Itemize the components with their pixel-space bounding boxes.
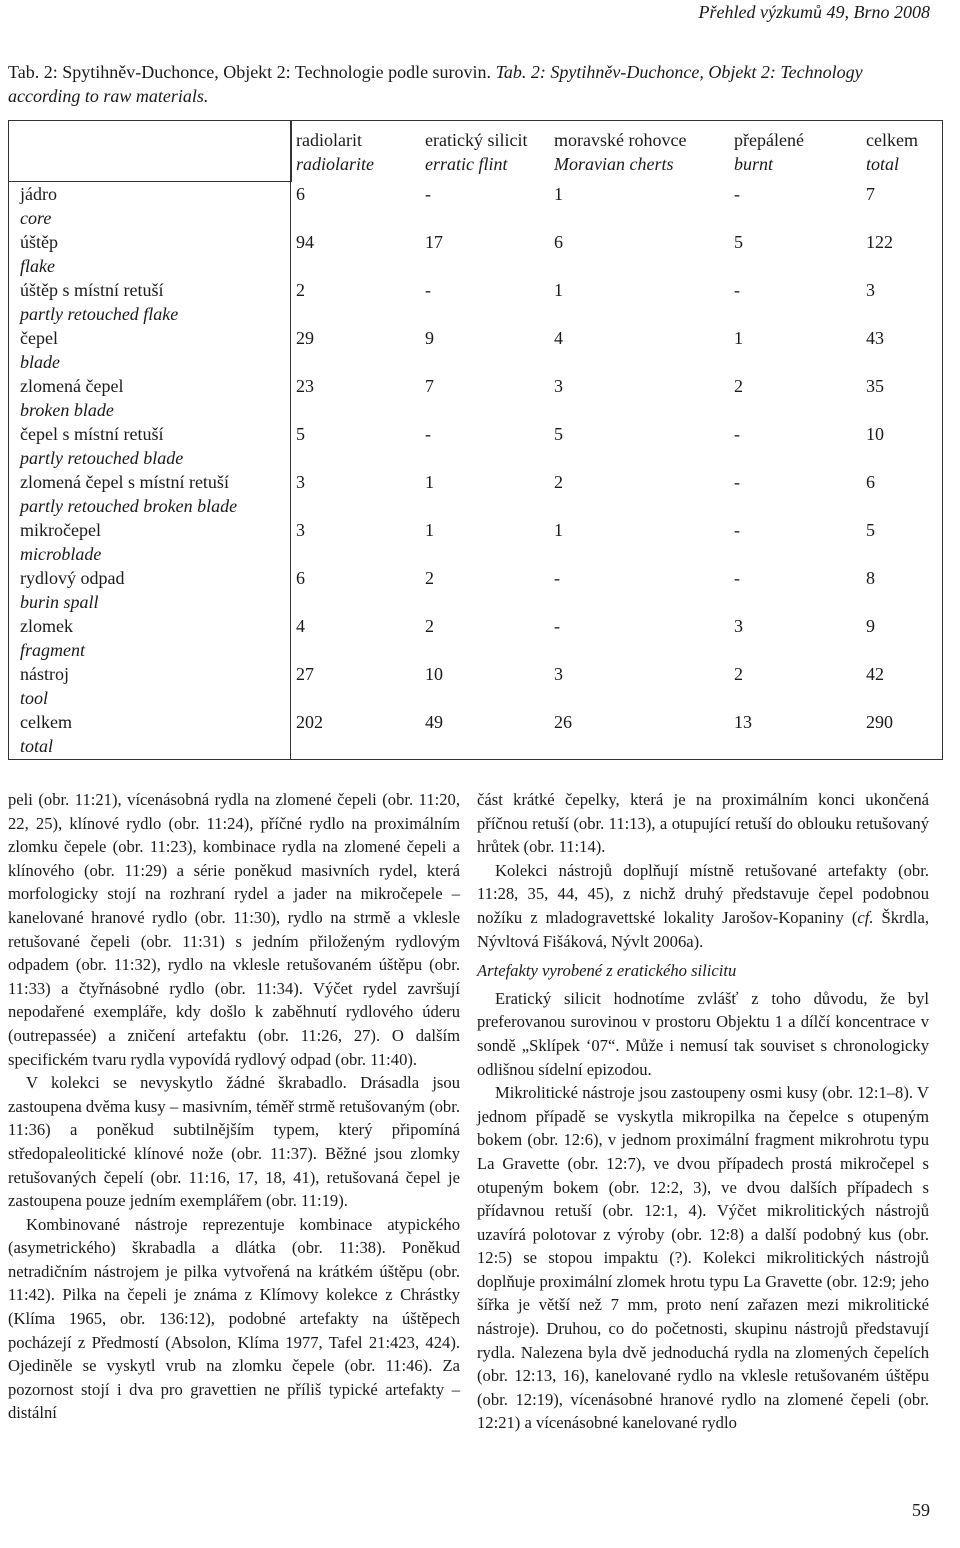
table-cell: 6 [296,184,305,204]
table-cell: 2 [425,568,434,588]
column-header-cz: přepálené [734,130,804,150]
table-cell: 7 [425,376,434,396]
column-header [734,128,804,176]
paragraph: Eratický silicit hodnotíme zvlášť z toho důvodu, že byl preferovanou surovinou v prostoru Objektu 1 a dílčí koncentrace v sondě „Sklípek ‘07“. Může i nemusí tak souviset s chronologicky odlišnou sídelní epizodou. [477,988,929,1079]
table-cell: 27 [296,664,314,684]
row-label-en: partly retouched blade [20,448,184,468]
row-label-en: tool [20,688,49,708]
page-number: 59 [912,1500,930,1520]
paragraph: část krátké čepelky, která je na proximálním konci ukončená příčnou retuší (obr. 11:13), a otupující retuší do oblouku retušovaný hrůtek (obr. 11:14). [477,790,929,857]
row-label [20,614,85,662]
column-header [554,128,686,176]
table-cell: 3 [734,616,743,636]
row-label [20,470,237,518]
column-header-en: radiolarite [296,154,375,174]
row-label-en: partly retouched broken blade [20,496,238,516]
table-cell: - [734,568,740,588]
table-cell: 1 [554,280,563,300]
left-text-column [8,788,460,1425]
column-header-cz: eratický silicit [425,130,528,150]
table-cell: 202 [296,712,323,732]
row-label-en: flake [20,256,55,276]
column-header [296,128,374,176]
table-cell: 9 [425,328,434,348]
table-cell: 94 [296,232,314,252]
table-cell: 2 [734,664,743,684]
paragraph [477,859,929,953]
column-header-cz: celkem [866,130,918,150]
table-cell: 29 [296,328,314,348]
table-cell: - [425,280,431,300]
table-cell: 3 [554,376,563,396]
table-cell: 4 [296,616,305,636]
table-cell: - [734,424,740,444]
column-header-en: erratic flint [425,154,508,174]
row-label-en: microblade [20,544,102,564]
table-cell: - [425,184,431,204]
table-cell: 1 [554,520,563,540]
row-label-en: broken blade [20,400,114,420]
row-label-cz: jádro [20,184,57,204]
table-cell: 2 [734,376,743,396]
table-right-border [942,120,943,760]
row-label-en: blade [20,352,60,372]
table-left-border [8,180,9,760]
table-cell: 26 [554,712,572,732]
row-label [20,182,57,230]
table-cell: 1 [425,520,434,540]
row-label [20,662,69,710]
paragraph: V kolekci se nevyskytlo žádné škrabadlo. Drásadla jsou zastoupena dvěma kusy – masivním, téměř strmě retušovaným (obr. 11:36) a poněkud subtilnějším typem, který připomíná středopaleolitické klínové nože (obr. 11:37). Běžné jsou zlomky retušovaných čepelí (obr. 11:16, 17, 18, 41), retušovaná čepel je zastoupena pouze jedním exemplářem (obr. 11:19). [8,1073,460,1211]
table-cell: 3 [554,664,563,684]
row-label-cz: čepel [20,328,58,348]
table-cell: 8 [866,568,875,588]
row-label [20,566,124,614]
row-label-cz: zlomek [20,616,73,636]
table-cell: 3 [866,280,875,300]
table-cell: 6 [866,472,875,492]
table-cell: 5 [734,232,743,252]
row-label-cz: čepel s místní retuší [20,424,164,444]
column-header [425,128,527,176]
table-cell: 23 [296,376,314,396]
table-cell: 10 [425,664,443,684]
table-cell: 4 [554,328,563,348]
table-cell: 1 [734,328,743,348]
table-cell: 5 [866,520,875,540]
table-bottom-border [8,759,943,760]
row-label-en: burin spall [20,592,99,612]
table-cell: 7 [866,184,875,204]
table-cell: 6 [554,232,563,252]
row-label [20,710,72,758]
table-cell: 17 [425,232,443,252]
row-label-cz: nástroj [20,664,69,684]
row-label [20,518,101,566]
cf-abbrev: cf. [857,907,874,927]
running-head: Přehled výzkumů 49, Brno 2008 [698,2,930,22]
table-cell: 42 [866,664,884,684]
table-cell: 10 [866,424,884,444]
table-cell: 6 [296,568,305,588]
row-label-en: core [20,208,52,228]
table-cell: 1 [554,184,563,204]
row-label-cz: úštěp s místní retuší [20,280,164,300]
row-label [20,374,123,422]
table-cell: 9 [866,616,875,636]
table-cell: 1 [425,472,434,492]
table-cell: 5 [296,424,305,444]
table-cell: 2 [425,616,434,636]
table-cell: 49 [425,712,443,732]
row-label [20,230,58,278]
paragraph: Kombinované nástroje reprezentuje kombinace atypického (asymetrického) škrabadla a dlátka (obr. 11:38). Poněkud netradičním nástrojem je pilka vytvořená na krátkém úštěpu (obr. 11:42). Pilka na čepeli je známa z Klímovy kolekce z Chrástky (Klíma 1965, obr. 136:12), podobné artefakty na úštěpech pocházejí z Předmostí (Absolon, Klíma 1977, Tafel 21:423, 424). Ojediněle se vyskytl vrub na zlomku čepele (obr. 11:46). Za pozornost stojí i dva pro gravettien ne příliš typické artefakty – distální [8,1214,460,1423]
row-label-cz: zlomená čepel [20,376,124,396]
right-text-column [477,788,929,1435]
table-cell: - [425,424,431,444]
row-label [20,278,178,326]
text-span: Kolekci nástrojů doplňují místně retušované artefakty (obr. 11:28, 35, 44, 45), z nichž druhý představuje čepel podobnou nožíku z mladogravettské lokality Jarošov-Kopaniny ( [477,860,929,927]
row-label-en: fragment [20,640,85,660]
table-cell: 5 [554,424,563,444]
table-corner-cell [8,120,292,182]
table-cell: 13 [734,712,752,732]
table-cell: 2 [554,472,563,492]
row-label-cz: celkem [20,712,72,732]
paragraph: peli (obr. 11:21), vícenásobná rydla na zlomené čepeli (obr. 11:20, 22, 25), klínové rydlo (obr. 11:24), příčné rydlo na proximálním zlomku čepele (obr. 11:23), kombinace rydla na zlomené čepeli a klínového (obr. 11:29) a série poněkud masivních rydel, která morfologicky stojí na rozhraní rydel a jader na mikročepele – kanelované hranové rydlo (obr. 11:30), rydlo na strmě a vklesle retušované čepeli (obr. 11:31) s jedním přiloženým rydlovým odpadem (obr. 11:32), rydlo na vklesle retušovaném úštěpu (obr. 11:33) a čtyřnásobné rydlo (obr. 11:34). Výčet rydel završují nepodařené exempláře, kdy došlo k zaběhnutí rydlového úderu (outrepassée) a zničení artefaktu (obr. 11:26, 27). O dalším specifickém tvaru rydla vypovídá rydlový odpad (obr. 11:40). [8,790,460,1069]
column-header [866,128,918,176]
table-cell: - [734,280,740,300]
row-label-en: total [20,736,54,756]
column-header-cz: moravské rohovce [554,130,687,150]
paragraph: Mikrolitické nástroje jsou zastoupeny osmi kusy (obr. 12:1–8). V jednom případě se vyskytla mikropilka na čepelce s otupeným bokem (obr. 12:6), v jednom proximální fragment mikrohrotu typu La Gravette (obr. 12:7), ve dvou případech prostá mikročepel s otupeným bokem (obr. 12:2, 3), ve dvou dalších případech s přídavnou retuší (obr. 12:1, 4). Výčet mikrolitických nástrojů uzavírá polotovar z výroby (obr. 12:8) a další podobný kus (obr. 12:5) se stopou impaktu (?). Kolekci mikrolitických nástrojů doplňuje proximální zlomek hrotu typu La Gravette (obr. 12:9; jeho šířka je větší než 7 mm, proto není zařazen mezi mikrolitické nástroje). Druhou, co do početnosti, skupinu nástrojů představují rydla. Nalezena byla dvě jednoduchá rydla na zlomených čepelích (obr. 12:13, 16), kanelované rydlo na vklesle retušovaném úštěpu (obr. 12:19), vícenásobné hranové rydlo na zlomené čepeli (obr. 12:21) a vícenásobné kanelované rydlo [477,1083,929,1433]
row-label-cz: rydlový odpad [20,568,125,588]
table-cell: 122 [866,232,893,252]
row-label-cz: zlomená čepel s místní retuší [20,472,229,492]
caption-en: Tab. 2: Spytihněv-Duchonce, Objekt 2: Technology according to raw materials. [8,62,863,106]
table-cell: 43 [866,328,884,348]
caption-cz: Tab. 2: Spytihněv-Duchonce, Objekt 2: Technologie podle surovin. [8,62,492,82]
table-cell: - [554,616,560,636]
column-header-en: burnt [734,154,774,174]
table-cell: 3 [296,520,305,540]
column-header-en: total [866,154,900,174]
row-label [20,326,60,374]
table-cell: 35 [866,376,884,396]
row-label [20,422,183,470]
table-cell: - [734,520,740,540]
table-cell: 3 [296,472,305,492]
text-span: Škrdla, Nývltová Fišáková, Nývlt 2006a). [477,907,929,951]
table-column-separator [290,120,291,760]
table-cell: 2 [296,280,305,300]
table-cell: - [734,184,740,204]
column-header-en: Moravian cherts [554,154,674,174]
row-label-cz: úštěp [20,232,58,252]
data-table [8,120,944,760]
section-heading: Artefakty vyrobené z eratického silicitu [477,961,737,981]
table-cell: 290 [866,712,893,732]
row-label-cz: mikročepel [20,520,101,540]
table-cell: - [734,472,740,492]
column-header-cz: radiolarit [296,130,362,150]
row-label-en: partly retouched flake [20,304,179,324]
table-caption [8,60,938,108]
table-cell: - [554,568,560,588]
